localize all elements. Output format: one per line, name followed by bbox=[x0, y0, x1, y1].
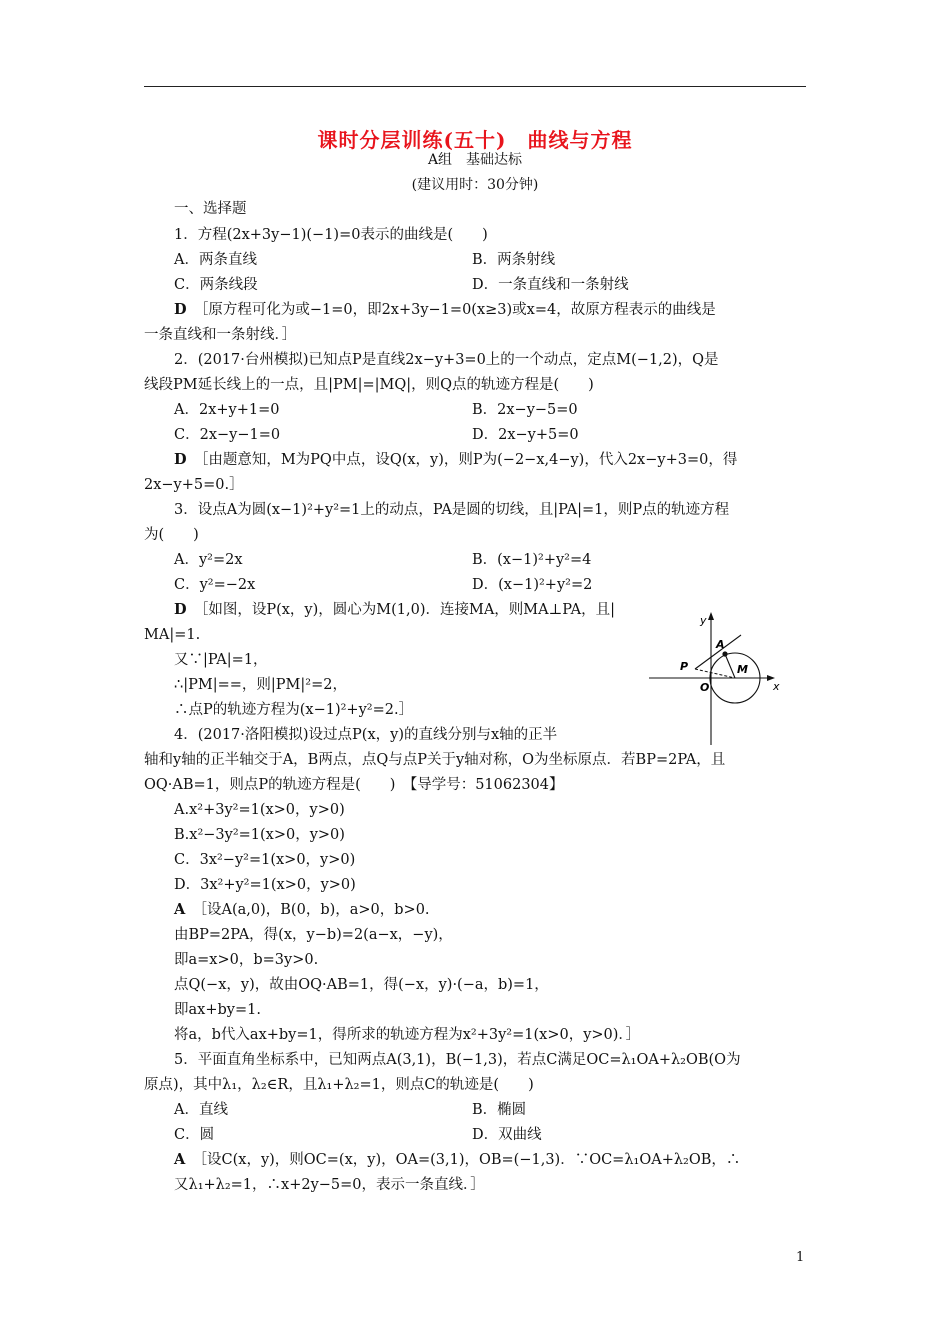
line-text: D．双曲线 bbox=[472, 1127, 542, 1143]
line-text: ∴点P的轨迹方程为(x−1)²+y²=2.］ bbox=[174, 702, 414, 718]
text-line bbox=[472, 275, 629, 295]
line-text: ［由题意知，M为PQ中点，设Q(x，y)，则P为(−2−x,4−y)，代入2x−y+3=0，得 bbox=[201, 452, 738, 468]
text-line bbox=[174, 550, 243, 570]
line-text: 一条直线和一条射线．］ bbox=[144, 327, 297, 343]
text-line bbox=[174, 275, 258, 295]
line-text: D．(x−1)²+y²=2 bbox=[472, 577, 593, 593]
line-text: OQ·AB=1，则点P的轨迹方程是( ) 【导学号：51062304】 bbox=[144, 777, 564, 793]
line-text: 5．平面直角坐标系中，已知两点A(3,1)，B(−1,3)，若点C满足OC=λ₁OA+λ₂OB(O为 bbox=[174, 1052, 741, 1068]
line-text: 将a，b代入ax+by=1，得所求的轨迹方程为x²+3y²=1(x>0，y>0)．］ bbox=[174, 1027, 641, 1043]
line-text: D．3x²+y²=1(x>0，y>0) bbox=[174, 877, 356, 893]
text-line bbox=[144, 325, 296, 345]
line-text: B．(x−1)²+y²=4 bbox=[472, 552, 592, 568]
text-line bbox=[472, 1125, 542, 1145]
text-line bbox=[174, 575, 255, 595]
line-text: B.x²−3y²=1(x>0，y>0) bbox=[174, 827, 345, 843]
answer-key: D bbox=[174, 601, 187, 618]
text-line bbox=[174, 425, 280, 445]
fig-label-P: P bbox=[680, 660, 689, 673]
line-text: C．两条线段 bbox=[174, 277, 258, 293]
text-line bbox=[174, 1150, 740, 1170]
line-text: A．2x+y+1=0 bbox=[174, 402, 280, 418]
text-line bbox=[174, 225, 488, 245]
text-line bbox=[174, 1175, 485, 1195]
text-line bbox=[174, 950, 318, 970]
text-line bbox=[174, 650, 268, 670]
line-text: A.x²+3y²=1(x>0，y>0) bbox=[174, 802, 345, 818]
text-line bbox=[174, 925, 453, 945]
text-line bbox=[174, 875, 356, 895]
line-text: 又∵|PA|=1， bbox=[174, 652, 268, 668]
text-line bbox=[174, 825, 345, 845]
fig-label-M: M bbox=[737, 663, 748, 676]
text-line bbox=[174, 400, 279, 420]
line-text: 又λ₁+λ₂=1，∴x+2y−5=0，表示一条直线．］ bbox=[174, 1177, 485, 1193]
text-line bbox=[472, 550, 591, 570]
text-line bbox=[174, 675, 347, 695]
fig-label-O: O bbox=[700, 681, 710, 694]
text-line bbox=[174, 1025, 640, 1045]
line-text: 原点)，其中λ₁，λ₂∈R，且λ₁+λ₂=1，则点C的轨迹是( ) bbox=[144, 1077, 534, 1093]
line-text: 即ax+by=1. bbox=[174, 1002, 261, 1018]
text-line bbox=[174, 600, 615, 620]
answer-key: A bbox=[174, 901, 186, 918]
group-label: A组 基础达标 bbox=[427, 152, 523, 168]
text-line bbox=[174, 725, 557, 745]
text-line bbox=[144, 1075, 534, 1095]
text-line bbox=[144, 525, 199, 545]
line-text: 1．方程(2x+3y−1)(−1)=0表示的曲线是( ) bbox=[174, 227, 488, 243]
line-text: C．y²=−2x bbox=[174, 577, 256, 593]
text-line bbox=[174, 1125, 214, 1145]
line-text: A．y²=2x bbox=[174, 552, 243, 568]
circle-figure bbox=[645, 610, 785, 750]
line-text: 2x−y+5=0.］ bbox=[144, 477, 244, 493]
text-line bbox=[472, 1100, 526, 1120]
line-text: C．3x²−y²=1(x>0，y>0) bbox=[174, 852, 356, 868]
top-rule bbox=[144, 86, 806, 87]
text-line bbox=[174, 800, 345, 820]
text-line bbox=[174, 450, 737, 470]
text-line bbox=[144, 750, 725, 770]
line-text: MA|=1. bbox=[144, 627, 201, 643]
time-note: (建议用时：30分钟) bbox=[411, 177, 539, 193]
page-title: 课时分层训练(五十) 曲线与方程 bbox=[317, 128, 633, 152]
fig-label-x: x bbox=[773, 680, 780, 693]
text-line bbox=[174, 1050, 741, 1070]
answer-key: D bbox=[174, 301, 187, 318]
text-line bbox=[144, 625, 200, 645]
line-text: 即a=x>0，b=3y>0. bbox=[174, 952, 319, 968]
text-line bbox=[174, 1000, 261, 1020]
text-line bbox=[174, 850, 355, 870]
answer-key: D bbox=[174, 451, 187, 468]
line-text: 由BP=2PA，得(x，y−b)=2(a−x，−y)， bbox=[174, 927, 453, 943]
line-text: C．2x−y−1=0 bbox=[174, 427, 281, 443]
text-line bbox=[144, 375, 594, 395]
text-line bbox=[174, 700, 413, 720]
fig-label-A: A bbox=[716, 638, 725, 651]
text-line bbox=[472, 250, 555, 270]
text-line bbox=[174, 975, 549, 995]
text-line bbox=[472, 425, 579, 445]
text-line bbox=[174, 199, 247, 219]
line-text: B．2x−y−5=0 bbox=[472, 402, 578, 418]
line-text: D．一条直线和一条射线 bbox=[472, 277, 629, 293]
text-line bbox=[174, 1100, 228, 1120]
line-text: A．直线 bbox=[174, 1102, 228, 1118]
line-text: 3．设点A为圆(x−1)²+y²=1上的动点，PA是圆的切线，且|PA|=1，则P点的轨迹方程 bbox=[174, 502, 730, 518]
line-text: 4．(2017·洛阳模拟)设过点P(x，y)的直线分别与x轴的正半 bbox=[174, 727, 558, 743]
text-line bbox=[144, 475, 244, 495]
text-line bbox=[174, 300, 716, 320]
line-text: B．两条射线 bbox=[472, 252, 556, 268]
line-text: 线段PM延长线上的一点，且|PM|=|MQ|，则Q点的轨迹方程是( ) bbox=[144, 377, 594, 393]
line-text: 轴和y轴的正半轴交于A，B两点，点Q与点P关于y轴对称，O为坐标原点．若BP=2PA，且 bbox=[144, 752, 726, 768]
answer-key: A bbox=[174, 1151, 186, 1168]
line-text: A．两条直线 bbox=[174, 252, 257, 268]
line-text: C．圆 bbox=[174, 1127, 215, 1143]
line-text: B．椭圆 bbox=[472, 1102, 527, 1118]
text-line bbox=[472, 575, 592, 595]
text-line bbox=[174, 900, 430, 920]
line-text: 点Q(−x，y)，故由OQ·AB=1，得(−x，y)·(−a，b)=1， bbox=[174, 977, 549, 993]
text-line bbox=[174, 250, 257, 270]
text-line bbox=[472, 400, 578, 420]
text-line bbox=[174, 500, 729, 520]
page-number: 1 bbox=[796, 1250, 805, 1265]
line-text: ［设C(x，y)，则OC=(x，y)，OA=(3,1)，OB=(−1,3)．∵OC=λ₁OA+λ₂OB，∴ bbox=[199, 1152, 741, 1168]
line-text: ［设A(a,0)，B(0，b)，a>0，b>0. bbox=[199, 902, 430, 918]
line-text: ［如图，设P(x，y)，圆心为M(1,0)．连接MA，则MA⊥PA，且| bbox=[201, 602, 616, 618]
text-line bbox=[144, 775, 564, 795]
line-text: ［原方程可化为或−1=0，即2x+3y−1=0(x≥3)或x=4，故原方程表示的曲线是 bbox=[201, 302, 716, 318]
line-text: 为( ) bbox=[144, 527, 199, 543]
fig-label-y: y bbox=[700, 614, 707, 627]
line-text: ∴|PM|==，则|PM|²=2， bbox=[174, 677, 347, 693]
line-text: 2．(2017·台州模拟)已知点P是直线2x−y+3=0上的一个动点，定点M(−1,2)，Q是 bbox=[174, 352, 719, 368]
line-text: 一、选择题 bbox=[174, 201, 247, 217]
text-line bbox=[174, 350, 719, 370]
line-text: D．2x−y+5=0 bbox=[472, 427, 579, 443]
